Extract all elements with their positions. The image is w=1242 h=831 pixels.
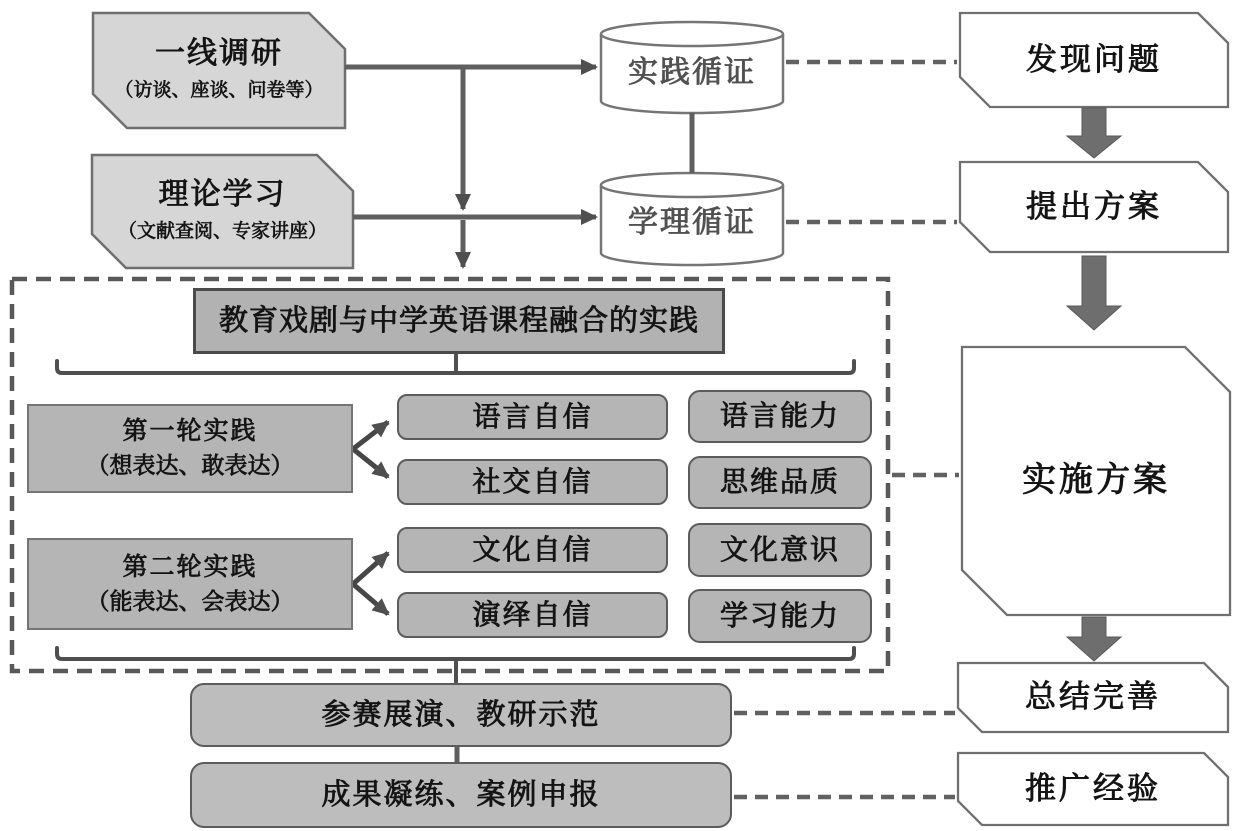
block-arrow-3 xyxy=(1067,617,1121,661)
output-box-showcase: 参赛展演、教研示范 xyxy=(190,683,732,747)
confidence-box-social: 社交自信 xyxy=(397,459,668,505)
block-arrow-1 xyxy=(1067,108,1121,158)
step-implement-plan: 实施方案 xyxy=(1022,461,1170,499)
round-2-title: 第二轮实践 xyxy=(122,553,258,581)
arrow-round1-language xyxy=(353,422,388,449)
round-2-box xyxy=(27,538,353,630)
source-survey-subtitle: （访谈、座谈、问卷等） xyxy=(114,80,324,102)
round-1-subtitle: （想表达、敢表达） xyxy=(86,453,294,479)
competency-box-learning: 学习能力 xyxy=(688,589,872,643)
panel-title: 教育戏剧与中学英语课程融合的实践 xyxy=(193,288,725,354)
round-1-box xyxy=(27,404,353,493)
cylinder-academic-evidence-label: 学理循证 xyxy=(628,206,756,240)
source-survey xyxy=(93,13,345,125)
arrow-round2-perform xyxy=(353,584,388,614)
step-summarize: 总结完善 xyxy=(1025,679,1161,715)
source-theory xyxy=(92,155,353,265)
block-arrow-2 xyxy=(1067,256,1121,330)
cylinder-practice-evidence-label: 实践循证 xyxy=(628,56,756,90)
step-propose-plan: 提出方案 xyxy=(1026,188,1162,224)
step-promote: 推广经验 xyxy=(1025,770,1161,806)
competency-box-language: 语言能力 xyxy=(688,390,872,443)
arrow-round2-culture xyxy=(353,553,388,584)
round-arrows xyxy=(353,422,388,614)
confidence-box-performance: 演绎自信 xyxy=(397,592,668,638)
step-identify-problem: 发现问题 xyxy=(1026,41,1162,77)
round-2-subtitle: （能表达、会表达） xyxy=(86,588,294,614)
source-theory-title: 理论学习 xyxy=(158,177,287,211)
output-box-case-report: 成果凝练、案例申报 xyxy=(190,762,732,828)
source-theory-subtitle: （文献查阅、专家讲座） xyxy=(117,221,327,243)
confidence-box-language: 语言自信 xyxy=(397,394,668,440)
round-1-title: 第一轮实践 xyxy=(122,418,258,445)
arrow-round1-social xyxy=(353,449,388,477)
source-survey-title: 一线调研 xyxy=(155,36,283,70)
competency-box-culture: 文化意识 xyxy=(688,523,872,577)
competency-box-thinking: 思维品质 xyxy=(688,456,872,509)
confidence-box-culture: 文化自信 xyxy=(397,527,668,573)
